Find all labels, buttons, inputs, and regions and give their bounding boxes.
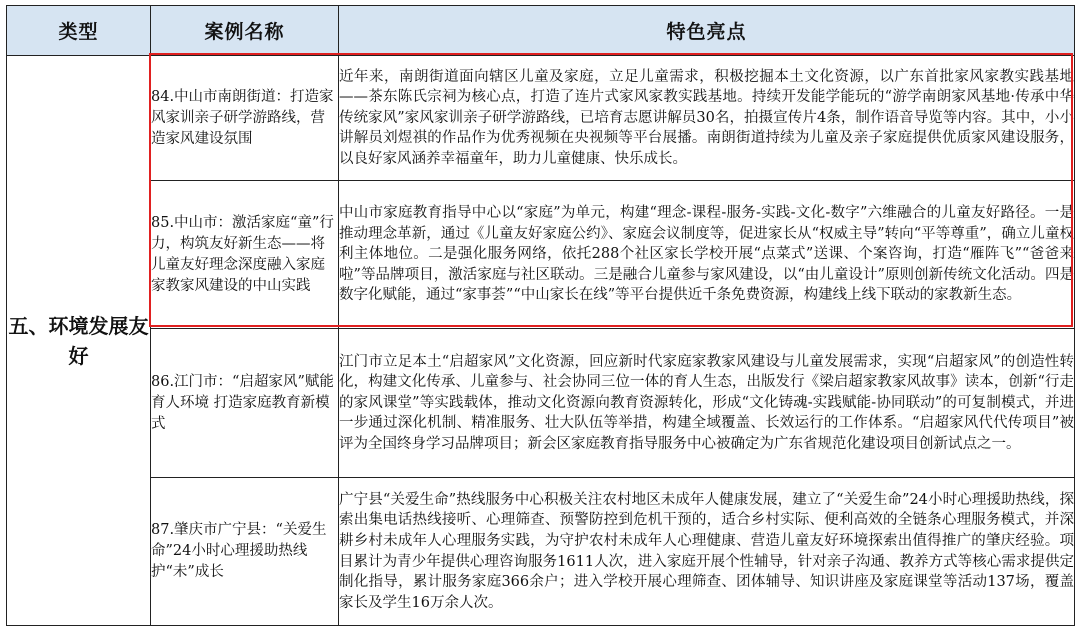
table-row <box>7 181 1075 329</box>
case-name-cell: 86.江门市：“启超家风”赋能育人环境 打造家庭教育新模式 <box>151 329 339 478</box>
table-row <box>7 56 1075 181</box>
case-table <box>6 5 1075 626</box>
case-name-cell: 85.中山市：激活家庭“童”行力，构筑友好新生态——将儿童友好理念深度融入家庭家教家风建设的中山实践 <box>151 181 339 329</box>
table-header-row <box>7 6 1075 56</box>
case-description-cell: 江门市立足本土“启超家风”文化资源，回应新时代家庭家教家风建设与儿童发展需求，实现“启超家风”的创造性转化，构建文化传承、儿童参与、社会协同三位一体的育人生态，出版发行《梁启超家教家风故事》读本，创新“行走的家风课堂”等实践载体，推动文化资源向教育资源转化，形成“文化铸魂-实践赋能-协同联动”的可复制模式，并进一步通过深化机制、精准服务、壮大队伍等举措，构建全域覆盖、长效运行的工作体系。“启超家风代代传项目”被评为全国终身学习品牌项目；新会区家庭教育指导服务中心被确定为广东省规范化建设项目创新试点之一。 <box>339 329 1075 478</box>
case-description-cell: 中山市家庭教育指导中心以“家庭”为单元，构建“理念-课程-服务-实践-文化-数字”六维融合的儿童友好路径。一是推动理念革新，通过《儿童友好家庭公约》、家庭会议制度等，促进家长从“权威主导”转向“平等尊重”，确立儿童权利主体地位。二是强化服务网络，依托288个社区家长学校开展“点菜式”送课、个案咨询，打造“雁阵飞”“爸爸来啦”等品牌项目，激活家庭与社区联动。三是融合儿童参与家风建设，以“由儿童设计”原则创新传统文化活动。四是数字化赋能，通过“家事荟”“中山家长在线”等平台提供近千条免费资源，构建线上线下联动的家教新生态。 <box>339 181 1075 329</box>
header-type: 类型 <box>7 6 151 56</box>
header-features: 特色亮点 <box>339 6 1075 56</box>
case-description-cell: 近年来，南朗街道面向辖区儿童及家庭，立足儿童需求，积极挖掘本土文化资源，以广东首批家风家教实践基地——茶东陈氏宗祠为核心点，打造了连片式家风家教实践基地。持续开发能学能玩的“游学南朗家风基地·传承中华传统家风”家风家训亲子研学游路线，已培育志愿讲解员30名，拍摄宣传片4条，制作语音导览等内容。其中，小小讲解员刘煜祺的作品作为优秀视频在央视频等平台展播。南朗街道持续为儿童及亲子家庭提供优质家风建设服务，以良好家风涵养幸福童年，助力儿童健康、快乐成长。 <box>339 56 1075 181</box>
table-row <box>7 329 1075 478</box>
case-name-cell: 84.中山市南朗街道：打造家风家训亲子研学游路线，营造家风建设氛围 <box>151 56 339 181</box>
case-name-cell: 87.肇庆市广宁县：“关爱生命”24小时心理援助热线护“未”成长 <box>151 478 339 626</box>
case-description-cell: 广宁县“关爱生命”热线服务中心积极关注农村地区未成年人健康发展，建立了“关爱生命”24小时心理援助热线，探索出集电话热线接听、心理筛查、预警防控到危机干预的，适合乡村实际、便利高效的全链条心理服务模式，并深耕乡村未成年人心理服务实践，为守护农村未成年人心理健康、营造儿童友好环境探索出值得推广的肇庆经验。项目累计为青少年提供心理咨询服务1611人次，进入家庭开展个性辅导，针对亲子沟通、教养方式等核心需求提供定制化指导，累计服务家庭366余户；进入学校开展心理筛查、团体辅导、知识讲座及家庭课堂等活动137场，覆盖家长及学生16万余人次。 <box>339 478 1075 626</box>
table-row <box>7 478 1075 626</box>
category-cell: 五、环境发展友好 <box>7 56 151 626</box>
header-case-name: 案例名称 <box>151 6 339 56</box>
